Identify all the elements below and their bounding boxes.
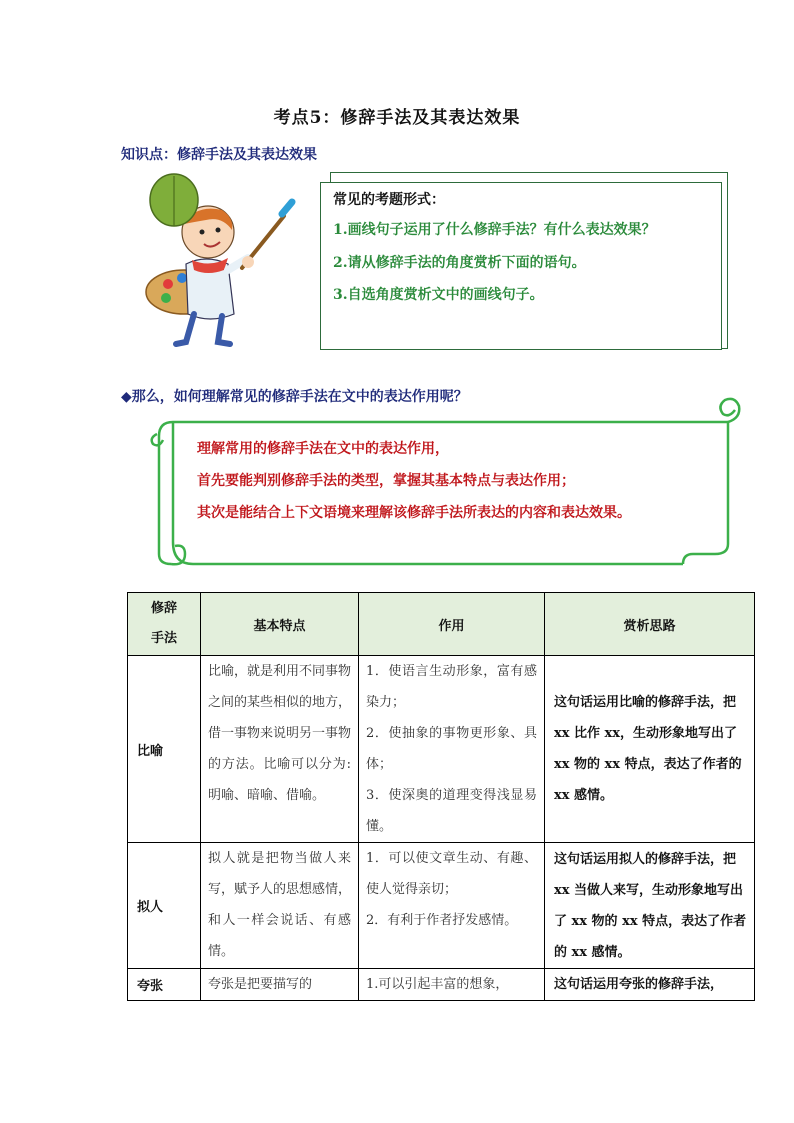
rhetoric-table: [127, 592, 755, 1001]
header-line: 手法: [150, 631, 177, 646]
table-header-row: [128, 593, 755, 656]
guiding-question: ◆那么，如何理解常见的修辞手法在文中的表达作用呢？: [121, 389, 468, 405]
function-cell: 1．可以使文章生动、有趣、使人觉得亲切； 2．有利于作者抒发感情。: [359, 843, 545, 969]
analysis-idea-cell: 这句话运用拟人的修辞手法，把 xx 当做人来写，生动形象地写出了 xx 物的 xx 特点，表达了作者的 xx 感情。: [545, 843, 755, 969]
function-cell: 1．使语言生动形象，富有感染力； 2．使抽象的事物更形象、具体； 3．使深奥的道理变得浅显易懂。: [359, 656, 545, 843]
scroll-text-line: 理解常用的修辞手法在文中的表达作用，: [197, 441, 449, 457]
header-cell: 作用: [359, 593, 545, 656]
knowledge-point-heading: 知识点：修辞手法及其表达效果: [121, 147, 317, 163]
function-cell: 1.可以引起丰富的想象，: [359, 969, 545, 1001]
analysis-idea-cell: 这句话运用比喻的修辞手法，把 xx 比作 xx，生动形象地写出了 xx 物的 xx 特点，表达了作者的 xx 感情。: [545, 656, 755, 843]
feature-cell: 拟人就是把物当做人来写，赋予人的思想感情，和人一样会说话、有感情。: [201, 843, 359, 969]
analysis-idea-cell: 这句话运用夸张的修辞手法，: [545, 969, 755, 1001]
question-forms-title: 常见的考题形式：: [333, 192, 445, 208]
table-row: [128, 656, 755, 843]
question-form-item: 3.自选角度赏析文中的画线句子。: [333, 287, 544, 303]
table-row: [128, 969, 755, 1001]
scroll-text-line: 其次是能结合上下文语境来理解该修辞手法所表达的内容和表达效果。: [197, 505, 631, 521]
rhetoric-type-cell: 夸张: [128, 969, 201, 1001]
feature-cell: 夸张是把要描写的: [201, 969, 359, 1001]
header-cell: 基本特点: [201, 593, 359, 656]
rhetoric-type-cell: 拟人: [128, 843, 201, 969]
header-cell: [128, 593, 201, 656]
scroll-text-line: 首先要能判别修辞手法的类型，掌握其基本特点与表达作用；: [197, 473, 575, 489]
header-line: 修辞: [150, 601, 177, 616]
question-form-item: 2.请从修辞手法的角度赏析下面的语句。: [333, 255, 586, 271]
question-form-item: 1.画线句子运用了什么修辞手法？有什么表达效果？: [333, 222, 656, 238]
painter-boy-illustration: [136, 164, 296, 350]
rhetoric-type-cell: 比喻: [128, 656, 201, 843]
page-title: 考点5：修辞手法及其表达效果: [273, 108, 521, 128]
header-cell: 赏析思路: [545, 593, 755, 656]
feature-cell: 比喻，就是利用不同事物之间的某些相似的地方，借一事物来说明另一事物的方法。比喻可以分为:明喻、暗喻、借喻。: [201, 656, 359, 843]
table-row: [128, 843, 755, 969]
